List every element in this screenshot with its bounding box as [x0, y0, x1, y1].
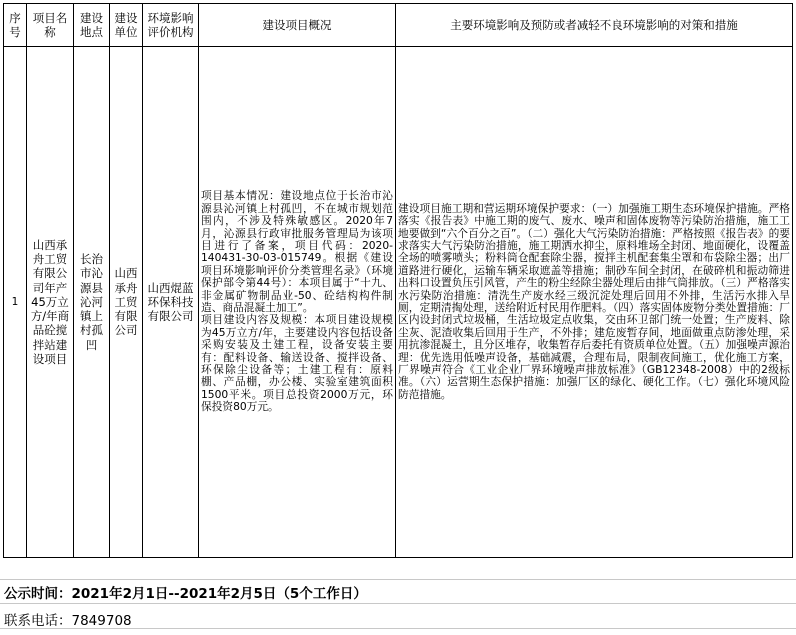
- location: 长治市沁源县沁河镇上村孤凹: [80, 252, 103, 352]
- overview-cell: [199, 47, 395, 557]
- column-divider: [73, 3, 74, 558]
- measures-cell: [396, 47, 792, 557]
- header-unit: 建设单位: [114, 11, 138, 39]
- overview-text: 项目基本情况：建设地点位于长治市沁源县沁河镇上村孤凹，不在城市规划范围内，不涉及特殊敏感区。2020年7月，沁源县行政审批服务管理局为该项目进行了备案，项目代码：2020-140431-30-03-015749。根据《建设项目环境影响评价分类管理名录》（环境保护部令第44号）：本项目属于“十九、非金属矿物制品业-50、砼结构构件制造、商品混凝土加工”。 项目建设内容及规模：本项目建设规模为45万立方/年，主要建设内容包括设备采购安装及土建工程，设备安装主要有：配料设备、输送设备、搅拌设备、环保除尘设备等；土建工程有：原料棚、产品棚，办公楼、实验室建筑面积1500平米。项目总投资2000万元，环保投资80万元。: [201, 189, 393, 414]
- contact-phone: 联系电话：7849708: [4, 613, 132, 629]
- column-divider: [109, 3, 110, 558]
- header-measures: 主要环境影响及预防或者减轻不良环境影响的对策和措施: [450, 18, 738, 32]
- table-border-bottom: [3, 557, 793, 558]
- header-divider: [3, 46, 793, 47]
- eia-agency: 山西焜蓝环保科技有限公司: [147, 280, 194, 324]
- eia-agency-cell: [143, 47, 198, 557]
- table-border-right: [792, 3, 793, 558]
- unit-cell: [110, 47, 142, 557]
- header-overview: 建设项目概况: [262, 18, 332, 32]
- column-divider: [198, 3, 199, 558]
- notice-time: 公示时间：2021年2月1日--2021年2月5日（5个工作日）: [4, 586, 367, 602]
- header-project-name: 项目名称: [32, 11, 68, 39]
- grid-line: [0, 603, 796, 604]
- table-row: [4, 47, 26, 557]
- project-name-cell: [27, 47, 73, 557]
- table-border-left: [3, 3, 4, 558]
- column-divider: [142, 3, 143, 558]
- unit: 山西承舟工贸有限公司: [114, 266, 138, 338]
- project-name: 山西承舟工贸有限公司年产45万立方/年商品砼搅拌站建设项目: [30, 238, 70, 366]
- grid-line: [0, 579, 796, 580]
- column-divider: [395, 3, 396, 558]
- location-cell: [74, 47, 109, 557]
- header-eia-agency: 环境影响评价机构: [147, 11, 194, 39]
- row-no: 1: [11, 295, 19, 308]
- measures-text: 建设项目施工期和营运期环境保护要求：（一）加强施工期生态环境保护措施。严格落实《报告表》中施工期的废气、废水、噪声和固体废物等污染防治措施，施工工地要做到“六个百分之百”。（二）强化大气污染防治措施：严格按照《报告表》的要求落实大气污染防治措施，施工期洒水抑尘，原料堆场全封闭、地面硬化，设覆盖全场的喷雾喷头；粉料筒仓配套除尘器，搅拌主机配套集尘罩和布袋除尘器；出厂道路进行硬化，运输车辆采取遮盖等措施；制砂车间全封闭，在破碎机和振动筛进出料口设置负压引风管，产生的粉尘经除尘器处理后由排气筒排放。（三）严格落实水污染防治措施：清洗生产废水经三级沉淀处理后回用不外排，生活污水排入旱厕，定期清掏处理，送给附近村民用作肥料。（四）落实固体废物分类处置措施：厂区内设封闭式垃圾桶，生活垃圾定点收集，交由环卫部门统一处置；生产废料、除尘灰、泥渣收集后回用于生产，不外排；建危废暂存间，地面做重点防渗处理，采用抗渗混凝土，且分区堆存，收集暂存后委托有资质单位处置。（五）加强噪声源治理：优先选用低噪声设备，基础减震，合理布局，限制夜间施工，优化施工方案，厂界噪声符合《工业企业厂界环境噪声排放标准》（GB12348-2008）中的2级标准。（六）运营期生态保护措施：加强厂区的绿化、硬化工作。（七）强化环境风险防范措施。: [398, 201, 790, 401]
- header-no: 序号: [9, 11, 21, 39]
- header-location: 建设地点: [80, 11, 103, 39]
- column-divider: [26, 3, 27, 558]
- table-border-top: [3, 3, 793, 4]
